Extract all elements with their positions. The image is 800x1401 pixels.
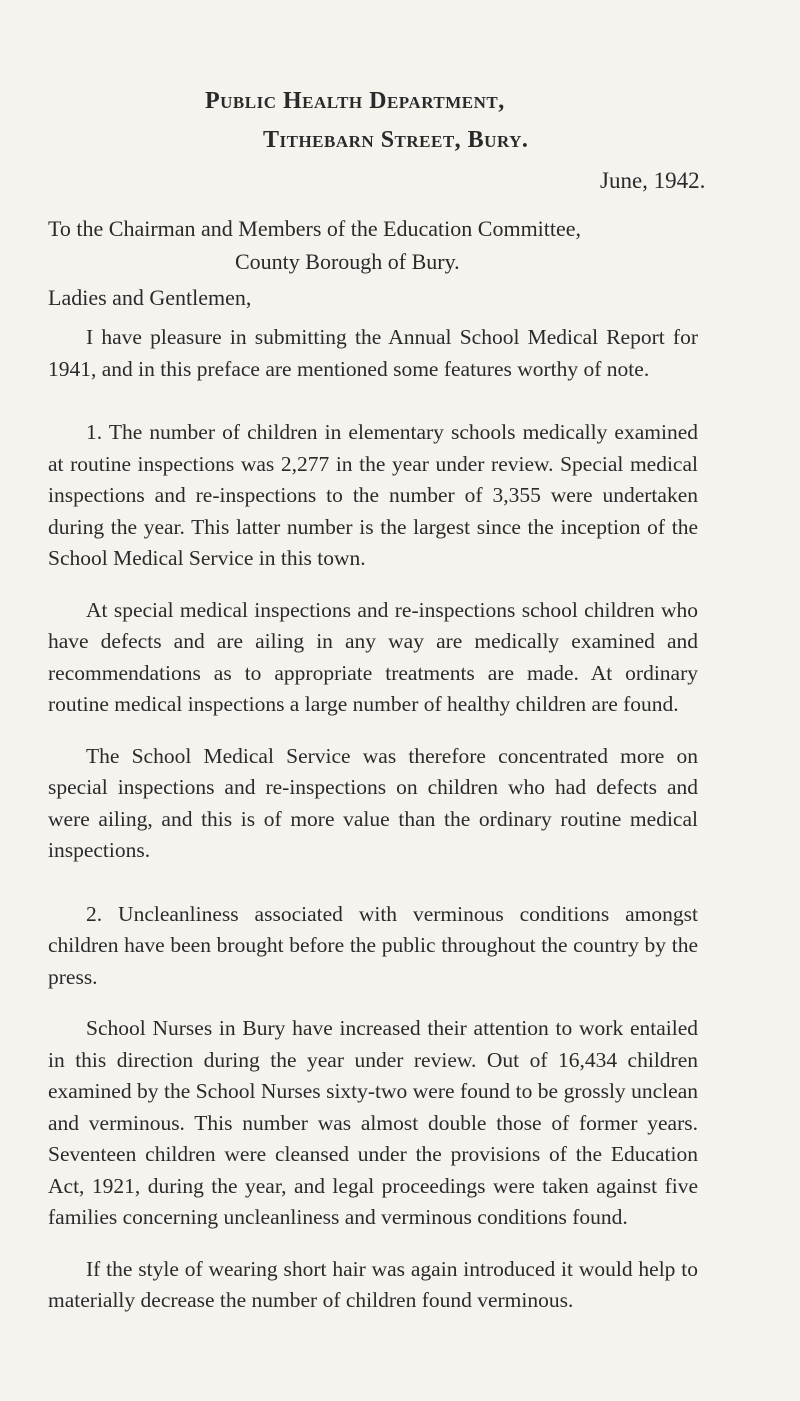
paragraph: 2. Uncleanliness associated with verminous conditions amongst children have been brought before the public throughout the country by the press.	[48, 901, 698, 989]
paragraph: At special medical inspections and re-inspections school children who have defects and are ailing in any way are medically examined and recommendations as to appropriate treatments are made. At ordinary routine medical inspections a large number of healthy children are found.	[48, 597, 698, 716]
paragraph: I have pleasure in submitting the Annual School Medical Report for 1941, and in this preface are mentioned some features worthy of note.	[48, 325, 698, 381]
paragraph: 1. The number of children in elementary schools medically examined at routine inspections was 2,277 in the year under review. Special medical inspections and re-inspections to the number of 3,355 were undertaken during the year. This latter number is the largest since the inception of the School Medical Service in this town.	[48, 420, 698, 570]
addressee-line: County Borough of Bury.	[235, 249, 460, 274]
salutation: Ladies and Gentlemen,	[48, 285, 252, 310]
letter-date: June, 1942.	[600, 168, 706, 193]
paragraph: If the style of wearing short hair was again introduced it would help to materially decrease the number of children found verminous.	[48, 1256, 698, 1312]
department-heading: Public Health Department,	[205, 88, 505, 114]
addressee-block	[48, 212, 708, 278]
addressee-line: To the Chairman and Members of the Education Committee,	[48, 216, 582, 241]
letter-body	[48, 322, 698, 1337]
paragraph: The School Medical Service was therefore concentrated more on special inspections and re-inspections on children who had defects and were ailing, and this is of more value than the ordinary routine medical inspections.	[48, 743, 698, 862]
address-heading: Tithebarn Street, Bury.	[263, 127, 529, 153]
paragraph: School Nurses in Bury have increased their attention to work entailed in this direction during the year under review. Out of 16,434 children examined by the School Nurses sixty-two were found to be grossly unclean and verminous. This number was almost double those of former years. Seventeen children were cleansed under the provisions of the Education Act, 1921, during the year, and legal proceedings were taken against five families concerning uncleanliness and verminous conditions found.	[48, 1016, 698, 1229]
